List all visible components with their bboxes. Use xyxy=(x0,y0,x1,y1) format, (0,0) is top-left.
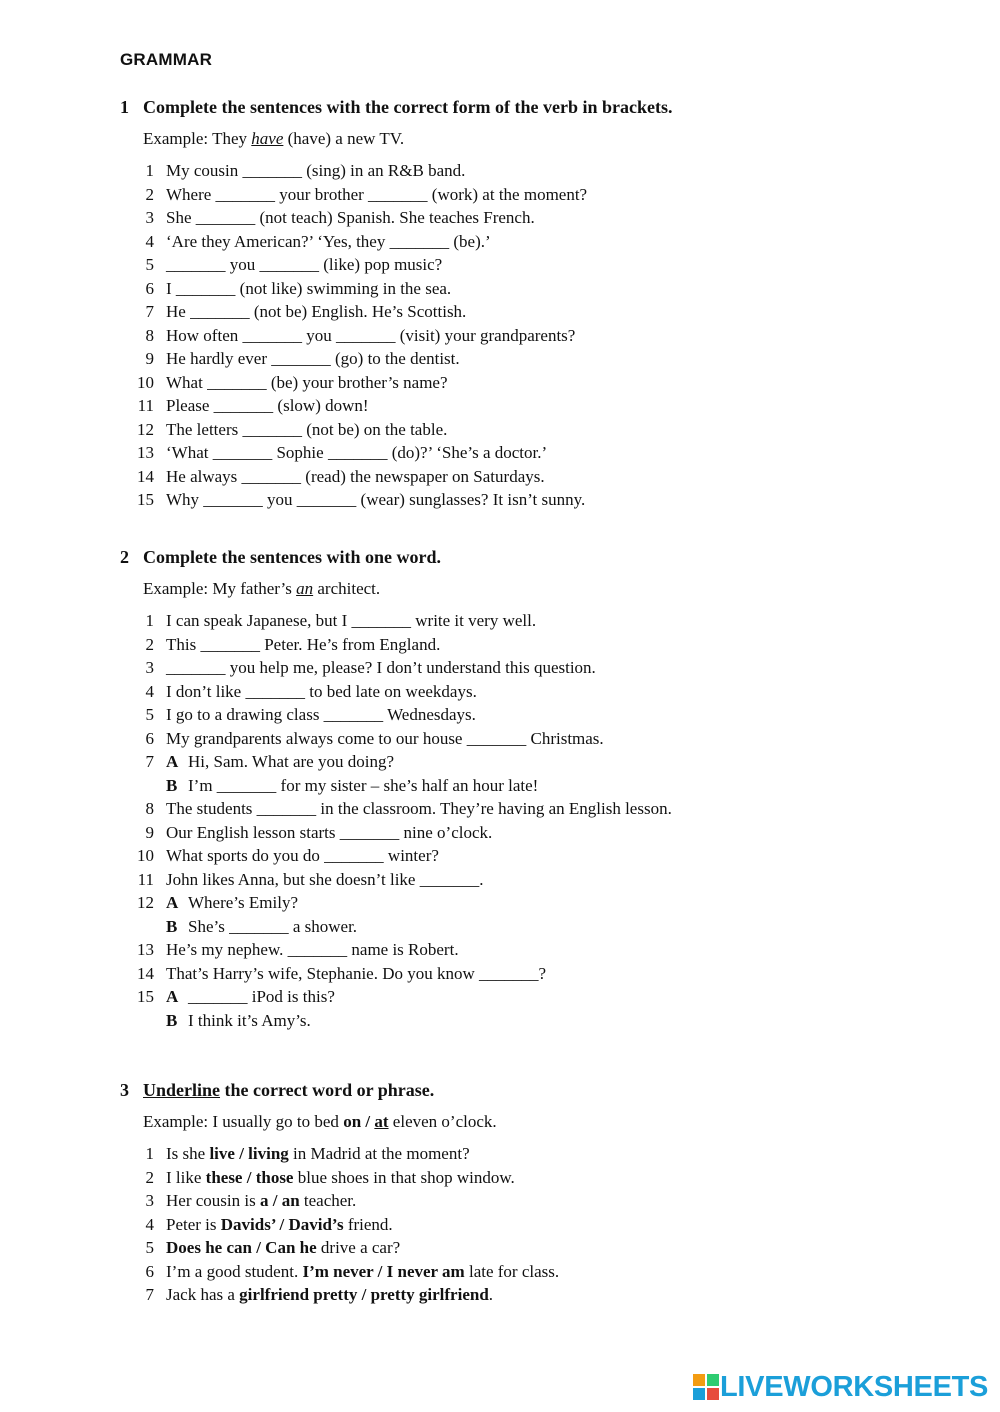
item-text xyxy=(166,915,357,939)
sentence-part: Jack has a xyxy=(166,1285,240,1304)
sentence-part: teacher. xyxy=(299,1191,357,1210)
answer-options[interactable]: these / those xyxy=(205,1167,294,1187)
item-text xyxy=(166,324,575,348)
list-item xyxy=(120,680,940,704)
sentence-part: I like xyxy=(166,1167,206,1187)
list-item xyxy=(120,1260,940,1284)
item-number: 9 xyxy=(145,349,154,368)
item-text xyxy=(166,394,369,418)
example: Example: My father’s an architect. xyxy=(143,579,381,598)
item-number: 5 xyxy=(145,705,154,724)
list-item xyxy=(120,277,940,301)
item-number: 6 xyxy=(145,728,154,748)
item-number: 12 xyxy=(137,893,154,912)
list-item xyxy=(120,1236,940,1260)
item-text xyxy=(166,1166,515,1190)
item-number: 9 xyxy=(145,822,154,842)
sentence: I _______ (not like) swimming in the sea. xyxy=(166,278,452,298)
item-text xyxy=(166,750,394,774)
sentence: I think it’s Amy’s. xyxy=(188,1010,311,1030)
item-number: 1 xyxy=(145,611,154,630)
item-list xyxy=(120,159,940,512)
answer-options[interactable]: Does he can / Can he xyxy=(166,1238,317,1257)
answer-options[interactable]: a / an xyxy=(259,1191,300,1210)
item-number: 2 xyxy=(145,634,154,654)
item-text xyxy=(166,277,451,301)
item-text xyxy=(166,1142,470,1166)
answer-options[interactable]: girlfriend pretty / pretty girlfriend xyxy=(239,1285,489,1304)
list-item xyxy=(120,347,940,371)
list-item xyxy=(120,915,940,939)
item-text xyxy=(166,891,298,915)
sentence: I go to a drawing class _______ Wednesdays. xyxy=(166,705,476,724)
list-item xyxy=(120,750,940,774)
item-number: 5 xyxy=(145,255,154,274)
item-number: 2 xyxy=(145,184,154,204)
list-item xyxy=(120,703,940,727)
sentence-part: late for class. xyxy=(464,1261,560,1281)
list-item xyxy=(120,465,940,489)
sentence: He’s my nephew. _______ name is Robert. xyxy=(166,940,459,959)
logo-text: LIVEWORKSHEETS xyxy=(720,1371,989,1403)
item-number: 13 xyxy=(137,940,154,959)
list-item xyxy=(120,868,940,892)
sentence-part: Peter is xyxy=(166,1214,221,1234)
item-number: 10 xyxy=(137,372,154,392)
list-item xyxy=(120,159,940,183)
answer-options[interactable]: live / living xyxy=(209,1144,289,1163)
item-text xyxy=(166,371,448,395)
item-text xyxy=(166,418,447,442)
section-1 xyxy=(120,95,940,512)
speaker-label: B xyxy=(166,1010,178,1030)
item-number: 14 xyxy=(137,963,154,983)
item-text xyxy=(166,230,491,254)
item-number: 1 xyxy=(145,1144,154,1163)
sentence: What _______ (be) your brother’s name? xyxy=(166,372,448,392)
sentence: He hardly ever _______ (go) to the dentist. xyxy=(166,349,460,368)
list-item xyxy=(120,1189,940,1213)
answer-options[interactable]: I’m never / I never am xyxy=(302,1261,465,1281)
item-text xyxy=(166,441,547,465)
speaker-label: A xyxy=(166,987,179,1006)
sentence-part: drive a car? xyxy=(316,1238,401,1257)
speaker-label: A xyxy=(166,893,179,912)
item-number: 14 xyxy=(137,466,154,486)
sentence: Our English lesson starts _______ nine o’clock. xyxy=(166,822,493,842)
item-number: 3 xyxy=(145,208,154,227)
item-text xyxy=(166,844,439,868)
section-title: 3 Underline the correct word or phrase. xyxy=(120,1080,435,1100)
list-item xyxy=(120,1283,940,1307)
sentence-part: friend. xyxy=(343,1214,393,1234)
item-text xyxy=(166,1009,311,1033)
sentence: I don’t like _______ to bed late on weekdays. xyxy=(166,681,477,701)
item-number xyxy=(120,774,154,798)
liveworksheets-logo xyxy=(693,1372,988,1402)
item-number: 7 xyxy=(145,752,154,771)
sentence: What sports do you do _______ winter? xyxy=(166,846,439,865)
sentence: That’s Harry’s wife, Stephanie. Do you know _______? xyxy=(166,963,547,983)
sentence: Why _______ you _______ (wear) sunglasses? It isn’t sunny. xyxy=(166,490,586,509)
item-number: 8 xyxy=(145,799,154,818)
item-text xyxy=(166,797,672,821)
list-item xyxy=(120,633,940,657)
item-text xyxy=(166,1283,493,1307)
item-text xyxy=(166,1213,393,1237)
list-item xyxy=(120,727,940,751)
item-text xyxy=(166,159,465,183)
sentence: I can speak Japanese, but I _______ write it very well. xyxy=(166,611,537,630)
item-list xyxy=(120,609,940,1032)
list-item xyxy=(120,300,940,324)
item-text xyxy=(166,183,587,207)
item-number xyxy=(120,1009,154,1033)
sentence: I’m _______ for my sister – she’s half an hour late! xyxy=(188,775,539,795)
list-item xyxy=(120,962,940,986)
sentence: The students _______ in the classroom. They’re having an English lesson. xyxy=(166,799,672,818)
item-number: 1 xyxy=(145,161,154,180)
list-item xyxy=(120,844,940,868)
item-number: 12 xyxy=(137,419,154,439)
item-text xyxy=(166,727,604,751)
item-text xyxy=(166,347,460,371)
sentence: My grandparents always come to our house _______ Christmas. xyxy=(166,728,604,748)
item-text xyxy=(166,488,585,512)
sentence-part: I’m a good student. xyxy=(166,1261,303,1281)
sentence-part: . xyxy=(488,1285,494,1304)
item-text xyxy=(166,985,335,1009)
item-text xyxy=(166,300,466,324)
item-number: 4 xyxy=(145,681,154,701)
item-text xyxy=(166,253,442,277)
sentence-part: Her cousin is xyxy=(166,1191,260,1210)
list-item xyxy=(120,609,940,633)
item-text xyxy=(166,1260,559,1284)
speaker-label: B xyxy=(166,916,178,936)
list-item xyxy=(120,183,940,207)
item-number: 6 xyxy=(145,1261,154,1281)
item-text xyxy=(166,656,596,680)
list-item xyxy=(120,938,940,962)
list-item xyxy=(120,371,940,395)
list-item xyxy=(120,891,940,915)
list-item xyxy=(120,206,940,230)
sentence: Where’s Emily? xyxy=(188,893,298,912)
sentence: She’s _______ a shower. xyxy=(188,916,358,936)
section-title: 2 Complete the sentences with one word. xyxy=(120,547,441,567)
list-item xyxy=(120,488,940,512)
item-text xyxy=(166,465,545,489)
list-item xyxy=(120,656,940,680)
item-number xyxy=(120,915,154,939)
sentence-part: Is she xyxy=(166,1144,210,1163)
item-number: 4 xyxy=(145,231,154,251)
sentence: _______ you help me, please? I don’t understand this question. xyxy=(166,658,596,677)
example: Example: They have (have) a new TV. xyxy=(143,129,405,148)
item-text xyxy=(166,1236,400,1260)
example: Example: I usually go to bed on / at eleven o’clock. xyxy=(143,1112,497,1131)
item-text xyxy=(166,962,546,986)
sentence: _______ iPod is this? xyxy=(188,987,335,1006)
list-item xyxy=(120,1142,940,1166)
item-number: 8 xyxy=(145,325,154,345)
list-item xyxy=(120,418,940,442)
list-item xyxy=(120,1009,940,1033)
item-number: 3 xyxy=(145,1191,154,1210)
sentence-part: blue shoes in that shop window. xyxy=(293,1167,515,1187)
item-text xyxy=(166,680,477,704)
section-title: 1 Complete the sentences with the correct form of the verb in brackets. xyxy=(120,97,673,117)
sentence: My cousin _______ (sing) in an R&B band. xyxy=(166,161,466,180)
item-text xyxy=(166,609,536,633)
sentence: Please _______ (slow) down! xyxy=(166,396,369,415)
speaker-label: A xyxy=(166,752,179,771)
item-number: 10 xyxy=(137,846,154,865)
list-item xyxy=(120,797,940,821)
item-number: 11 xyxy=(137,869,154,889)
item-number: 6 xyxy=(145,278,154,298)
sentence: Where _______ your brother _______ (work) at the moment? xyxy=(166,184,588,204)
sentence: ‘What _______ Sophie _______ (do)?’ ‘She’s a doctor.’ xyxy=(166,443,548,462)
answer-options[interactable]: Davids’ / David’s xyxy=(220,1214,344,1234)
sentence: ‘Are they American?’ ‘Yes, they _______ (be).’ xyxy=(166,231,491,251)
section-2 xyxy=(120,545,940,1032)
sentence: This _______ Peter. He’s from England. xyxy=(166,634,441,654)
item-number: 11 xyxy=(137,396,154,415)
sentence: He _______ (not be) English. He’s Scottish. xyxy=(166,302,467,321)
section-3 xyxy=(120,1078,940,1307)
list-item xyxy=(120,324,940,348)
item-text xyxy=(166,1189,356,1213)
item-text xyxy=(166,868,483,892)
item-number: 13 xyxy=(137,443,154,462)
list-item xyxy=(120,230,940,254)
item-text xyxy=(166,821,492,845)
list-item xyxy=(120,985,940,1009)
item-number: 3 xyxy=(145,658,154,677)
page-heading: GRAMMAR xyxy=(120,50,213,69)
speaker-label: B xyxy=(166,775,178,795)
list-item xyxy=(120,441,940,465)
item-text xyxy=(166,703,476,727)
item-text xyxy=(166,206,535,230)
list-item xyxy=(120,253,940,277)
sentence: Hi, Sam. What are you doing? xyxy=(188,752,395,771)
list-item xyxy=(120,821,940,845)
list-item xyxy=(120,1213,940,1237)
item-number: 15 xyxy=(137,490,154,509)
item-number: 2 xyxy=(145,1167,154,1187)
sentence-part: in Madrid at the moment? xyxy=(288,1144,470,1163)
list-item xyxy=(120,774,940,798)
sentence: The letters _______ (not be) on the table. xyxy=(166,419,448,439)
item-number: 15 xyxy=(137,987,154,1006)
sentence: How often _______ you _______ (visit) your grandparents? xyxy=(166,325,576,345)
item-text xyxy=(166,938,459,962)
sentence: He always _______ (read) the newspaper on Saturdays. xyxy=(166,466,545,486)
sentence: She _______ (not teach) Spanish. She teaches French. xyxy=(166,208,535,227)
item-number: 7 xyxy=(145,1285,154,1304)
item-text xyxy=(166,774,538,798)
logo-mark-icon xyxy=(693,1374,719,1400)
item-number: 4 xyxy=(145,1214,154,1234)
item-number: 7 xyxy=(145,302,154,321)
sentence: John likes Anna, but she doesn’t like _______. xyxy=(166,869,484,889)
item-number: 5 xyxy=(145,1238,154,1257)
sentence: _______ you _______ (like) pop music? xyxy=(166,255,443,274)
item-list xyxy=(120,1142,940,1307)
list-item xyxy=(120,1166,940,1190)
list-item xyxy=(120,394,940,418)
item-text xyxy=(166,633,440,657)
